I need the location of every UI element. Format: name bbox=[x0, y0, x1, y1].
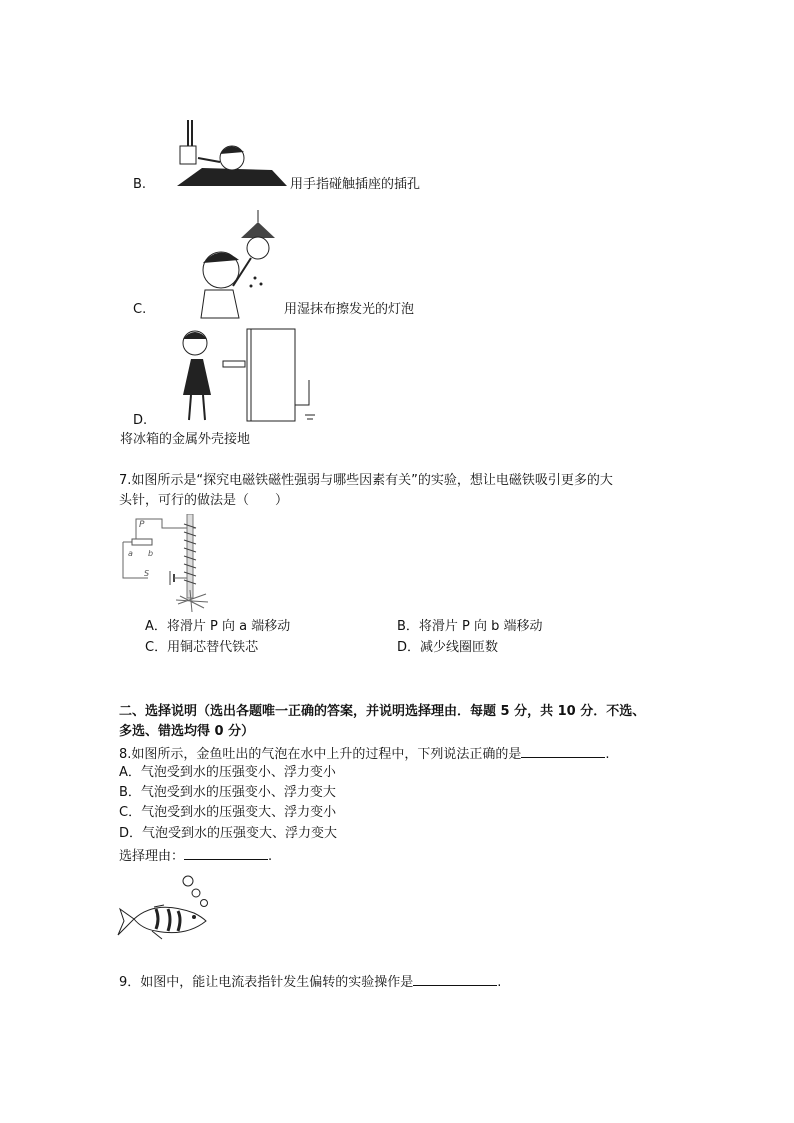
child-touching-socket-illustration bbox=[172, 118, 292, 193]
q7-option-c: C．用铜芯替代铁芯 bbox=[145, 640, 259, 655]
girl-and-refrigerator-illustration bbox=[173, 325, 323, 427]
q8-option-c: C．气泡受到水的压强变大、浮力变小 bbox=[119, 805, 337, 820]
q8-reason-blank[interactable] bbox=[184, 847, 268, 860]
electromagnet-circuit-diagram bbox=[118, 514, 210, 614]
q8-option-d: D．气泡受到水的压强变大、浮力变大 bbox=[119, 826, 338, 841]
q8-reason-label: 选择理由： bbox=[119, 849, 185, 864]
q8-reason-period: . bbox=[268, 849, 273, 864]
q9-answer-blank[interactable] bbox=[413, 973, 497, 986]
switch-s-label: S bbox=[144, 569, 150, 578]
q8-stem bbox=[119, 745, 610, 763]
slider-p-label: P bbox=[139, 520, 145, 530]
q8-option-a: A．气泡受到水的压强变小、浮力变小 bbox=[119, 765, 336, 780]
q9-period: . bbox=[497, 975, 502, 990]
q6-option-d-text: 将冰箱的金属外壳接地 bbox=[120, 432, 251, 447]
q8-stem-text: 8.如图所示，金鱼吐出的气泡在水中上升的过程中，下列说法正确的是 bbox=[119, 747, 522, 762]
child-wiping-bulb-illustration bbox=[183, 208, 288, 323]
q7-stem-line2: 头针，可行的做法是（ ） bbox=[119, 493, 289, 508]
goldfish-bubbles-illustration bbox=[116, 873, 216, 945]
q6-option-c-label: C. bbox=[133, 302, 147, 317]
q7-option-d: D．减少线圈匝数 bbox=[397, 640, 499, 655]
section2-heading-line1: 二、选择说明（选出各题唯一正确的答案，并说明选择理由．每题 5 分，共 10 分．不选、 bbox=[119, 704, 646, 719]
section2-heading-line2: 多选、错选均得 0 分） bbox=[119, 724, 255, 739]
q6-option-b-text: 用手指碰触插座的插孔 bbox=[290, 177, 421, 192]
q8-answer-blank[interactable] bbox=[521, 745, 605, 758]
q6-option-b-label: B. bbox=[133, 177, 147, 192]
q7-stem-line1: 7.如图所示是“探究电磁铁磁性强弱与哪些因素有关”的实验，想让电磁铁吸引更多的大 bbox=[119, 473, 613, 488]
end-a-label: a bbox=[128, 549, 133, 558]
q9-stem-text: 9．如图中，能让电流表指针发生偏转的实验操作是 bbox=[119, 975, 414, 990]
q8-reason bbox=[119, 847, 272, 865]
q7-option-a: A．将滑片 P 向 a 端移动 bbox=[145, 619, 291, 634]
q8-option-b: B．气泡受到水的压强变小、浮力变大 bbox=[119, 785, 336, 800]
q6-option-d-label: D. bbox=[133, 413, 148, 428]
q7-option-b: B．将滑片 P 向 b 端移动 bbox=[397, 619, 543, 634]
q6-option-c-text: 用湿抹布擦发光的灯泡 bbox=[284, 302, 415, 317]
end-b-label: b bbox=[148, 549, 154, 558]
q9-stem bbox=[119, 973, 501, 991]
q8-period: . bbox=[605, 747, 610, 762]
